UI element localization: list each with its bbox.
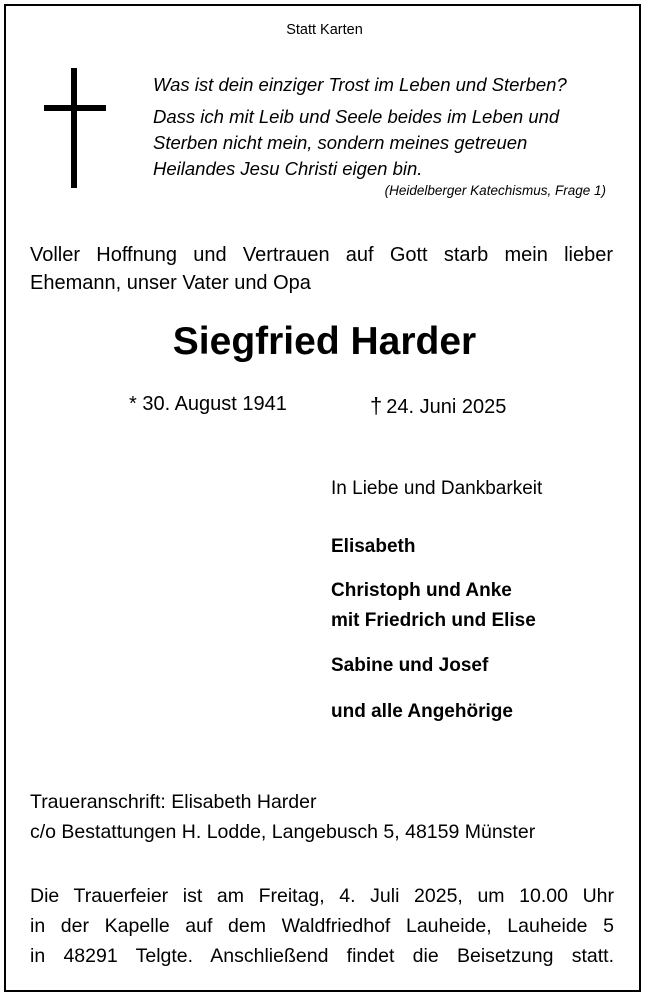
quote-line-3: Sterben nicht mein, sondern meines getreuen (153, 132, 528, 153)
mourner-line-5: und alle Angehörige (331, 701, 513, 722)
mourner-line-4: Sabine und Josef (331, 655, 489, 676)
funeral-line-3: in 48291 Telgte. Anschließend findet die Beisetzung statt. (30, 945, 614, 967)
birth-date: * 30. August 1941 (129, 393, 287, 415)
mourners-intro: In Liebe und Dankbarkeit (331, 478, 543, 499)
cross-icon (44, 68, 106, 190)
intro-line-2: Ehemann, unser Vater und Opa (30, 272, 311, 294)
mourner-line-1: Elisabeth (331, 536, 416, 557)
death-date-group (370, 393, 506, 419)
address-line-2: c/o Bestattungen H. Lodde, Langebusch 5, 48159 Münster (30, 821, 536, 843)
deceased-name: Siegfried Harder (172, 320, 477, 363)
mourner-line-2: Christoph und Anke (331, 580, 512, 601)
funeral-line-2: in der Kapelle auf dem Waldfriedhof Lauheide, Lauheide 5 (30, 915, 614, 937)
quote-line-4: Heilandes Jesu Christi eigen bin. (153, 158, 423, 179)
intro-line-1: Voller Hoffnung und Vertrauen auf Gott starb mein lieber (30, 244, 613, 266)
death-date: 24. Juni 2025 (386, 396, 507, 418)
header-note: Statt Karten (286, 22, 363, 38)
funeral-line-1: Die Trauerfeier ist am Freitag, 4. Juli 2025, um 10.00 Uhr (30, 885, 614, 907)
dagger-icon: † (370, 393, 383, 418)
quote-source: (Heidelberger Katechismus, Frage 1) (384, 183, 606, 198)
address-line-1: Traueranschrift: Elisabeth Harder (30, 791, 317, 813)
mourner-line-3: mit Friedrich und Elise (331, 610, 536, 631)
quote-line-2: Dass ich mit Leib und Seele beides im Leben und (153, 106, 560, 127)
quote-line-1: Was ist dein einziger Trost im Leben und Sterben? (153, 74, 567, 95)
